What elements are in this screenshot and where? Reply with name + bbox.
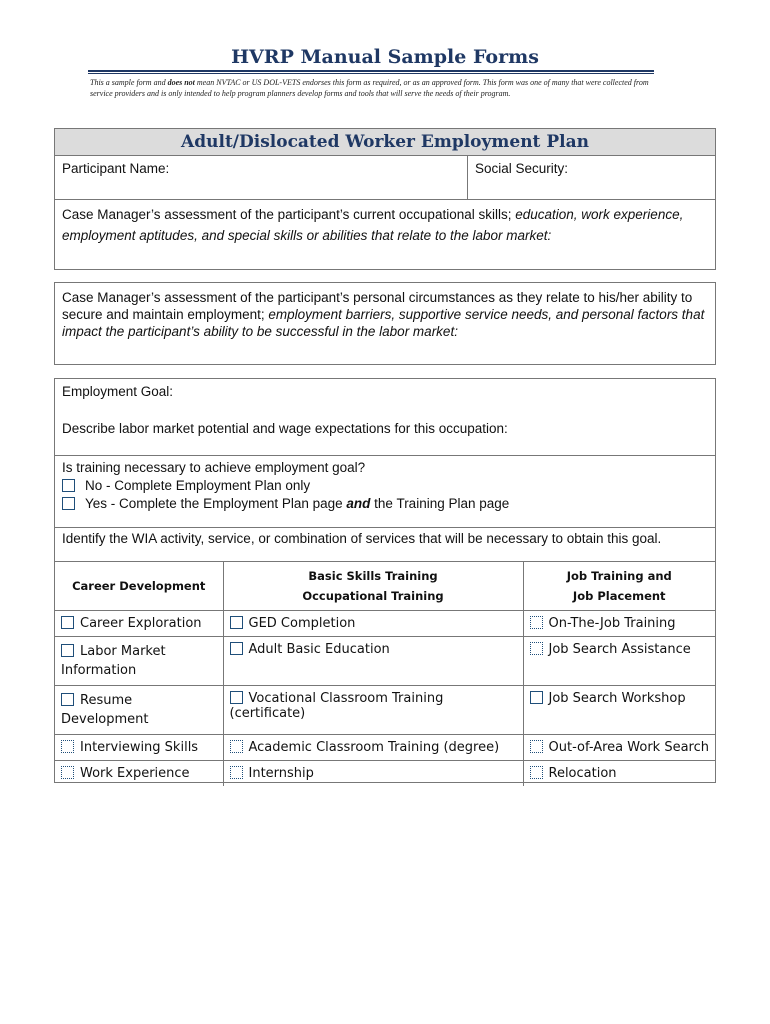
header-basic-skills-line1: Basic Skills Training [308,569,438,583]
header-job-training-line1: Job Training and [566,569,672,583]
disclaimer [90,77,660,99]
employment-goal-field[interactable] [55,379,715,456]
checkbox[interactable] [230,740,243,753]
checkbox[interactable] [530,740,543,753]
checkbox[interactable] [61,693,74,706]
service-label: Academic Classroom Training (degree) [248,740,500,755]
occupational-skills-italic: education, work experience, employment aptitudes, and special skills or abilities that relate to the labor market: [62,207,684,243]
checkbox[interactable] [61,740,74,753]
header-job-training-line2: Job Placement [572,589,666,603]
service-label: Work Experience [80,766,190,781]
employment-goal-label: Employment Goal: [62,384,174,399]
service-work-experience[interactable] [55,761,223,787]
header-career-development [55,562,223,611]
labor-market-label: Describe labor market potential and wage expectations for this occupation: [62,421,508,436]
service-label: Interviewing Skills [80,740,199,755]
service-label: Career Exploration [80,616,202,631]
services-table [55,562,715,786]
disclaimer-text-rest: mean NVTAC or US DOL-VETS endorses this form as required, or as an approved form. This form was one of many that were collected from service providers and is only intended to help program planners develop forms and tools that will serve the needs of their program. [90,78,649,98]
service-label: Relocation [548,766,617,781]
disclaimer-emphasis: does not [167,78,195,87]
checkbox[interactable] [530,642,543,655]
personal-circumstances-text: Case Manager’s assessment of the participant’s personal circumstances as they relate to his/her ability to secure and maintain employment; [62,290,693,322]
employment-goal-section [54,378,716,783]
personal-circumstances-field[interactable] [54,282,716,365]
occupational-skills-field[interactable] [55,200,715,270]
occupational-skills-prompt [62,204,708,246]
services-table-wrap [55,562,715,786]
service-label: Job Search Assistance [548,642,691,657]
social-security-label: Social Security: [475,161,569,176]
checkbox-no[interactable] [62,479,75,492]
table-row [55,735,715,761]
header-basic-skills-line2: Occupational Training [302,589,444,603]
checkbox[interactable] [61,616,74,629]
checkbox[interactable] [61,766,74,779]
social-security-field[interactable] [468,156,715,199]
service-resume-development[interactable] [55,686,223,735]
employment-plan-section [54,128,716,270]
service-labor-market-information[interactable] [55,637,223,686]
service-on-the-job-training[interactable] [523,611,715,637]
header-basic-skills [223,562,523,611]
disclaimer-text: This a sample form and [90,78,168,87]
service-job-search-assistance[interactable] [523,637,715,686]
service-label: Internship [248,766,314,781]
checkbox[interactable] [230,642,243,655]
training-question: Is training necessary to achieve employment goal? [62,460,366,475]
option-yes-emphasis: and [346,496,371,511]
service-internship[interactable] [223,761,523,787]
table-row [55,611,715,637]
participant-row [55,156,715,200]
training-question-row [55,456,715,528]
service-label: GED Completion [248,616,356,631]
wia-row [55,528,715,562]
table-row [55,637,715,686]
page-title: HVRP Manual Sample Forms [231,46,539,68]
checkbox[interactable] [230,691,243,704]
header-career-development-text: Career Development [72,579,206,593]
occupational-skills-text: Case Manager’s assessment of the participant’s current occupational skills; [62,207,516,222]
option-yes[interactable] [62,495,708,513]
service-academic-classroom-training[interactable] [223,735,523,761]
title-rule [88,70,654,72]
service-career-exploration[interactable] [55,611,223,637]
service-interviewing-skills[interactable] [55,735,223,761]
service-label: Out-of-Area Work Search [548,740,709,755]
participant-name-field[interactable] [55,156,468,199]
participant-name-label: Participant Name: [62,161,170,176]
service-ged-completion[interactable] [223,611,523,637]
service-job-search-workshop[interactable] [523,686,715,735]
option-yes-label: Yes - Complete the Employment Plan page [85,496,347,511]
option-no[interactable] [62,477,708,495]
checkbox[interactable] [230,766,243,779]
table-row [55,686,715,735]
personal-circumstances-italic: employment barriers, supportive service needs, and personal factors that impact the participant’s ability to be successful in the labor market: [62,307,705,339]
checkbox[interactable] [230,616,243,629]
personal-circumstances-prompt [62,289,708,340]
service-vocational-classroom-training[interactable] [223,686,523,735]
checkbox[interactable] [530,616,543,629]
checkbox[interactable] [530,766,543,779]
services-header-row [55,562,715,611]
checkbox[interactable] [530,691,543,704]
title-rule-thin [88,73,654,74]
checkbox[interactable] [61,644,74,657]
table-row [55,761,715,787]
service-label: Labor Market Information [61,644,166,678]
wia-label: Identify the WIA activity, service, or combination of services that will be necessary to obtain this goal. [62,531,662,546]
header-job-training [523,562,715,611]
option-no-label: No - Complete Employment Plan only [85,478,311,493]
service-label: Job Search Workshop [548,691,686,706]
service-label: Resume Development [61,693,149,727]
service-out-of-area-work-search[interactable] [523,735,715,761]
service-adult-basic-education[interactable] [223,637,523,686]
service-relocation[interactable] [523,761,715,787]
service-label: Vocational Classroom Training (certificate) [229,691,444,721]
service-label: On-The-Job Training [548,616,676,631]
plan-title: Adult/Dislocated Worker Employment Plan [55,129,715,156]
checkbox-yes[interactable] [62,497,75,510]
option-yes-label-rest: the Training Plan page [370,496,510,511]
service-label: Adult Basic Education [248,642,390,657]
